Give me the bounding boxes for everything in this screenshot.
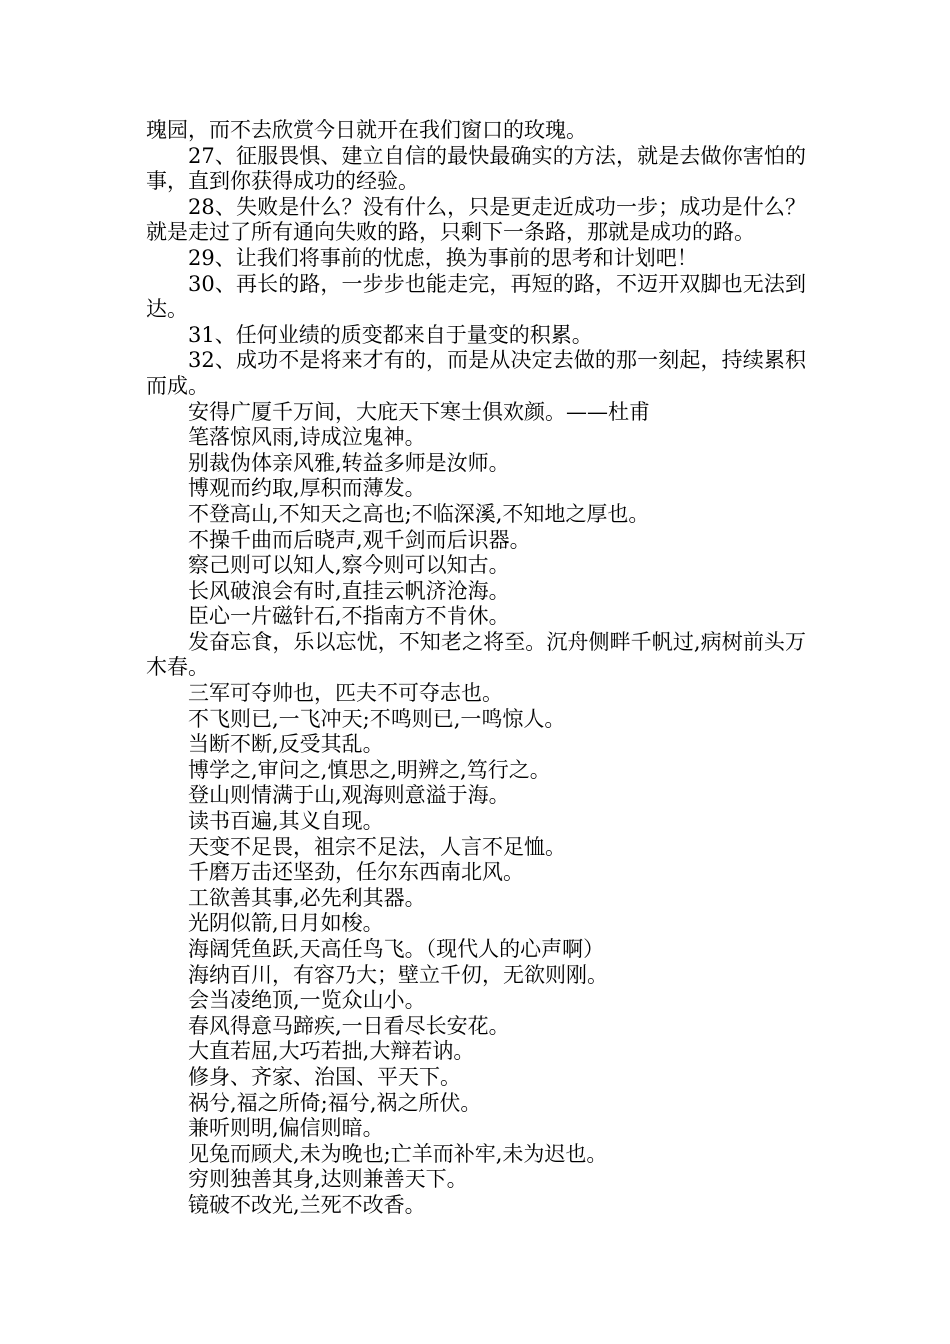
paragraph: 登山则情满于山,观海则意溢于海。 [188, 783, 510, 808]
paragraph: 发奋忘食，乐以忘忧，不知老之将至。沉舟侧畔千帆过,病树前头万木春。 [146, 629, 806, 680]
paragraph: 27、征服畏惧、建立自信的最快最确实的方法，就是去做你害怕的事，直到你获得成功的经验。 [146, 143, 806, 194]
paragraph: 察己则可以知人,察今则可以知古。 [188, 553, 510, 578]
paragraph: 会当凌绝顶,一览众山小。 [188, 988, 426, 1013]
paragraph: 三军可夺帅也，匹夫不可夺志也。 [188, 681, 503, 706]
paragraph: 长风破浪会有时,直挂云帆济沧海。 [188, 578, 510, 603]
paragraph: 29、让我们将事前的忧虑，换为事前的思考和计划吧！ [188, 245, 698, 270]
paragraph: 别裁伪体亲风雅,转益多师是汝师。 [188, 450, 510, 475]
paragraph: 千磨万击还坚劲，任尔东西南北风。 [188, 860, 524, 885]
paragraph: 祸兮,福之所倚;福兮,祸之所伏。 [188, 1090, 482, 1115]
paragraph: 博观而约取,厚积而薄发。 [188, 476, 426, 501]
paragraph: 28、失败是什么？没有什么，只是更走近成功一步；成功是什么？就是走过了所有通向失败的路，只剩下一条路，那就是成功的路。 [146, 194, 806, 245]
paragraph: 不登高山,不知天之高也;不临深溪,不知地之厚也。 [188, 501, 650, 526]
paragraph: 春风得意马蹄疾,一日看尽长安花。 [188, 1013, 510, 1038]
paragraph: 大直若屈,大巧若拙,大辩若讷。 [188, 1039, 475, 1064]
paragraph: 臣心一片磁针石,不指南方不肯休。 [188, 604, 510, 629]
paragraph: 不操千曲而后晓声,观千剑而后识器。 [188, 527, 531, 552]
paragraph: 32、成功不是将来才有的，而是从决定去做的那一刻起，持续累积而成。 [146, 348, 806, 398]
paragraph: 安得广厦千万间，大庇天下寒士俱欢颜。——杜甫 [188, 399, 650, 424]
paragraph: 海阔凭鱼跃,天高任鸟飞。（现代人的心声啊） [188, 937, 605, 961]
paragraph: 博学之,审问之,慎思之,明辨之,笃行之。 [188, 757, 551, 782]
paragraph: 修身、齐家、治国、平天下。 [188, 1064, 461, 1089]
paragraph: 工欲善其事,必先利其器。 [188, 885, 426, 910]
paragraph: 见兔而顾犬,未为晚也;亡羊而补牢,未为迟也。 [188, 1141, 608, 1166]
paragraph: 瑰园，而不去欣赏今日就开在我们窗口的玫瑰。 [146, 118, 587, 142]
paragraph: 笔落惊风雨,诗成泣鬼神。 [188, 425, 426, 450]
paragraph: 31、任何业绩的质变都来自于量变的积累。 [188, 322, 593, 347]
paragraph: 天变不足畏，祖宗不足法，人言不足恤。 [188, 834, 566, 859]
paragraph: 不飞则已,一飞冲天;不鸣则已,一鸣惊人。 [188, 706, 566, 731]
paragraph: 海纳百川，有容乃大；壁立千仞，无欲则刚。 [188, 962, 608, 987]
paragraph: 30、再长的路，一步步也能走完，再短的路，不迈开双脚也无法到达。 [146, 271, 806, 322]
document-body [146, 118, 806, 1219]
paragraph: 读书百遍,其义自现。 [188, 809, 384, 834]
paragraph: 兼听则明,偏信则暗。 [188, 1116, 384, 1141]
paragraph: 光阴似箭,日月如梭。 [188, 911, 384, 936]
paragraph: 当断不断,反受其乱。 [188, 732, 384, 757]
paragraph: 镜破不改光,兰死不改香。 [188, 1192, 426, 1217]
paragraph: 穷则独善其身,达则兼善天下。 [188, 1167, 468, 1192]
